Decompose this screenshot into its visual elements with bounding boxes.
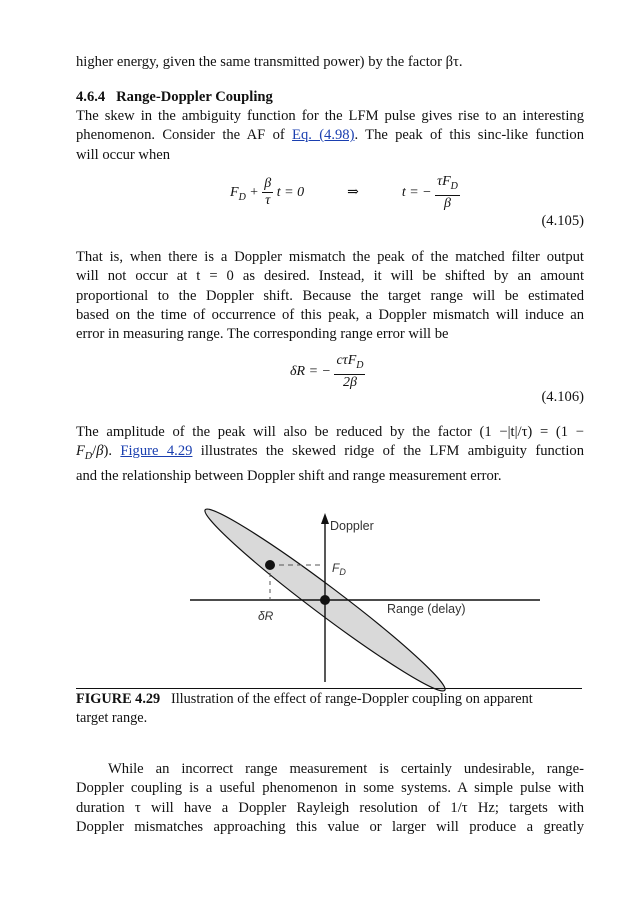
eq105-lhs: $F_D$ + bbox=[230, 185, 263, 203]
eq105-arrow: ⇒ bbox=[347, 185, 359, 201]
shifted-peak-point bbox=[265, 560, 275, 570]
range-label: Range (delay) bbox=[387, 602, 466, 616]
para3-line-2: $F_D/\beta$). Figure 4.29 illustrates the skewed ridge of the LFM ambiguity function bbox=[76, 443, 584, 463]
equation-4-105 bbox=[230, 174, 460, 212]
figure-caption bbox=[76, 690, 584, 728]
para1-line-3: will occur when bbox=[76, 146, 171, 163]
para4-line-4: Doppler mismatches approaching this value or larger will produce a greatly bbox=[76, 818, 584, 835]
doppler-axis-arrowhead bbox=[321, 513, 329, 524]
eq105-rhs: t = − bbox=[401, 185, 432, 201]
para2-line-4: based on the time of occurrence of this peak, a Doppler mismatch will induce an bbox=[76, 306, 584, 323]
caption-text-2: target range. bbox=[76, 710, 148, 726]
para2-line-2: will not occur at t = 0 as desired. Instead, it will be shifted by an amount bbox=[76, 268, 584, 285]
paragraph-2 bbox=[76, 248, 584, 344]
top-line-text: higher energy, given the same transmitted power) by the factor βτ. bbox=[76, 54, 463, 70]
paragraph-1 bbox=[76, 107, 584, 165]
top-line bbox=[76, 53, 584, 72]
doppler-label: Doppler bbox=[330, 519, 374, 533]
paragraph-3 bbox=[76, 423, 584, 486]
dr-label: δR bbox=[258, 609, 274, 623]
caption-text: Illustration of the effect of range-Doppler coupling on apparent bbox=[170, 691, 533, 707]
equation-4-106 bbox=[290, 353, 365, 391]
origin-peak-point bbox=[320, 595, 330, 605]
fd-label: $F_D$ bbox=[332, 561, 346, 577]
caption-rule bbox=[76, 688, 582, 689]
para4-line-3: duration τ will have a Doppler Rayleigh resolution of 1/τ Hz; targets with bbox=[76, 799, 584, 816]
para2-line-3: proportional to the Doppler shift. Because the target range will be estimated bbox=[76, 287, 584, 304]
para3-line-1: The amplitude of the peak will also be reduced by the factor (1 −|t|/τ) = (1 − bbox=[76, 424, 584, 440]
para1-line-2: phenomenon. Consider the AF of Eq. (4.98). The peak of this sinc-like function bbox=[76, 127, 584, 144]
para3-line-3: and the relationship between Doppler shift and range measurement error. bbox=[76, 467, 502, 484]
caption-label: FIGURE 4.29 bbox=[76, 691, 161, 707]
eq105-number: (4.105) bbox=[541, 213, 584, 229]
figure-4-29 bbox=[0, 500, 636, 700]
eq106-fraction: $\frac{c\tau F_D}{2\beta}$ bbox=[336, 353, 364, 390]
figure-4-29-link[interactable]: Figure 4.29 bbox=[120, 443, 193, 460]
section-heading bbox=[76, 88, 584, 107]
eq106-lhs: δR = − bbox=[290, 364, 331, 380]
para2-line-5: error in measuring range. The corresponding range error will be bbox=[76, 326, 449, 343]
para2-line-1: That is, when there is a Doppler mismatch the peak of the matched filter output bbox=[76, 249, 584, 265]
eq105-eq-zero: t = 0 bbox=[276, 185, 305, 201]
paragraph-4 bbox=[76, 760, 584, 837]
para1-line-1: The skew in the ambiguity function for the LFM pulse gives rise to an interesting bbox=[76, 108, 584, 124]
eq106-number: (4.106) bbox=[541, 389, 584, 405]
section-number: 4.6.4 bbox=[76, 89, 106, 105]
para4-line-1: While an incorrect range measurement is certainly undesirable, range- bbox=[108, 761, 584, 777]
eq105-beta-over-tau: $\frac{\beta}{\tau}$ bbox=[264, 176, 272, 209]
section-title: Range-Doppler Coupling bbox=[116, 89, 273, 105]
eq105-fraction: $\frac{\tau F_D}{\beta}$ bbox=[437, 174, 458, 211]
eq-4-98-link[interactable]: Eq. (4.98) bbox=[292, 127, 355, 144]
para4-line-2: Doppler coupling is a useful phenomenon in some systems. A simple pulse with bbox=[76, 780, 584, 797]
